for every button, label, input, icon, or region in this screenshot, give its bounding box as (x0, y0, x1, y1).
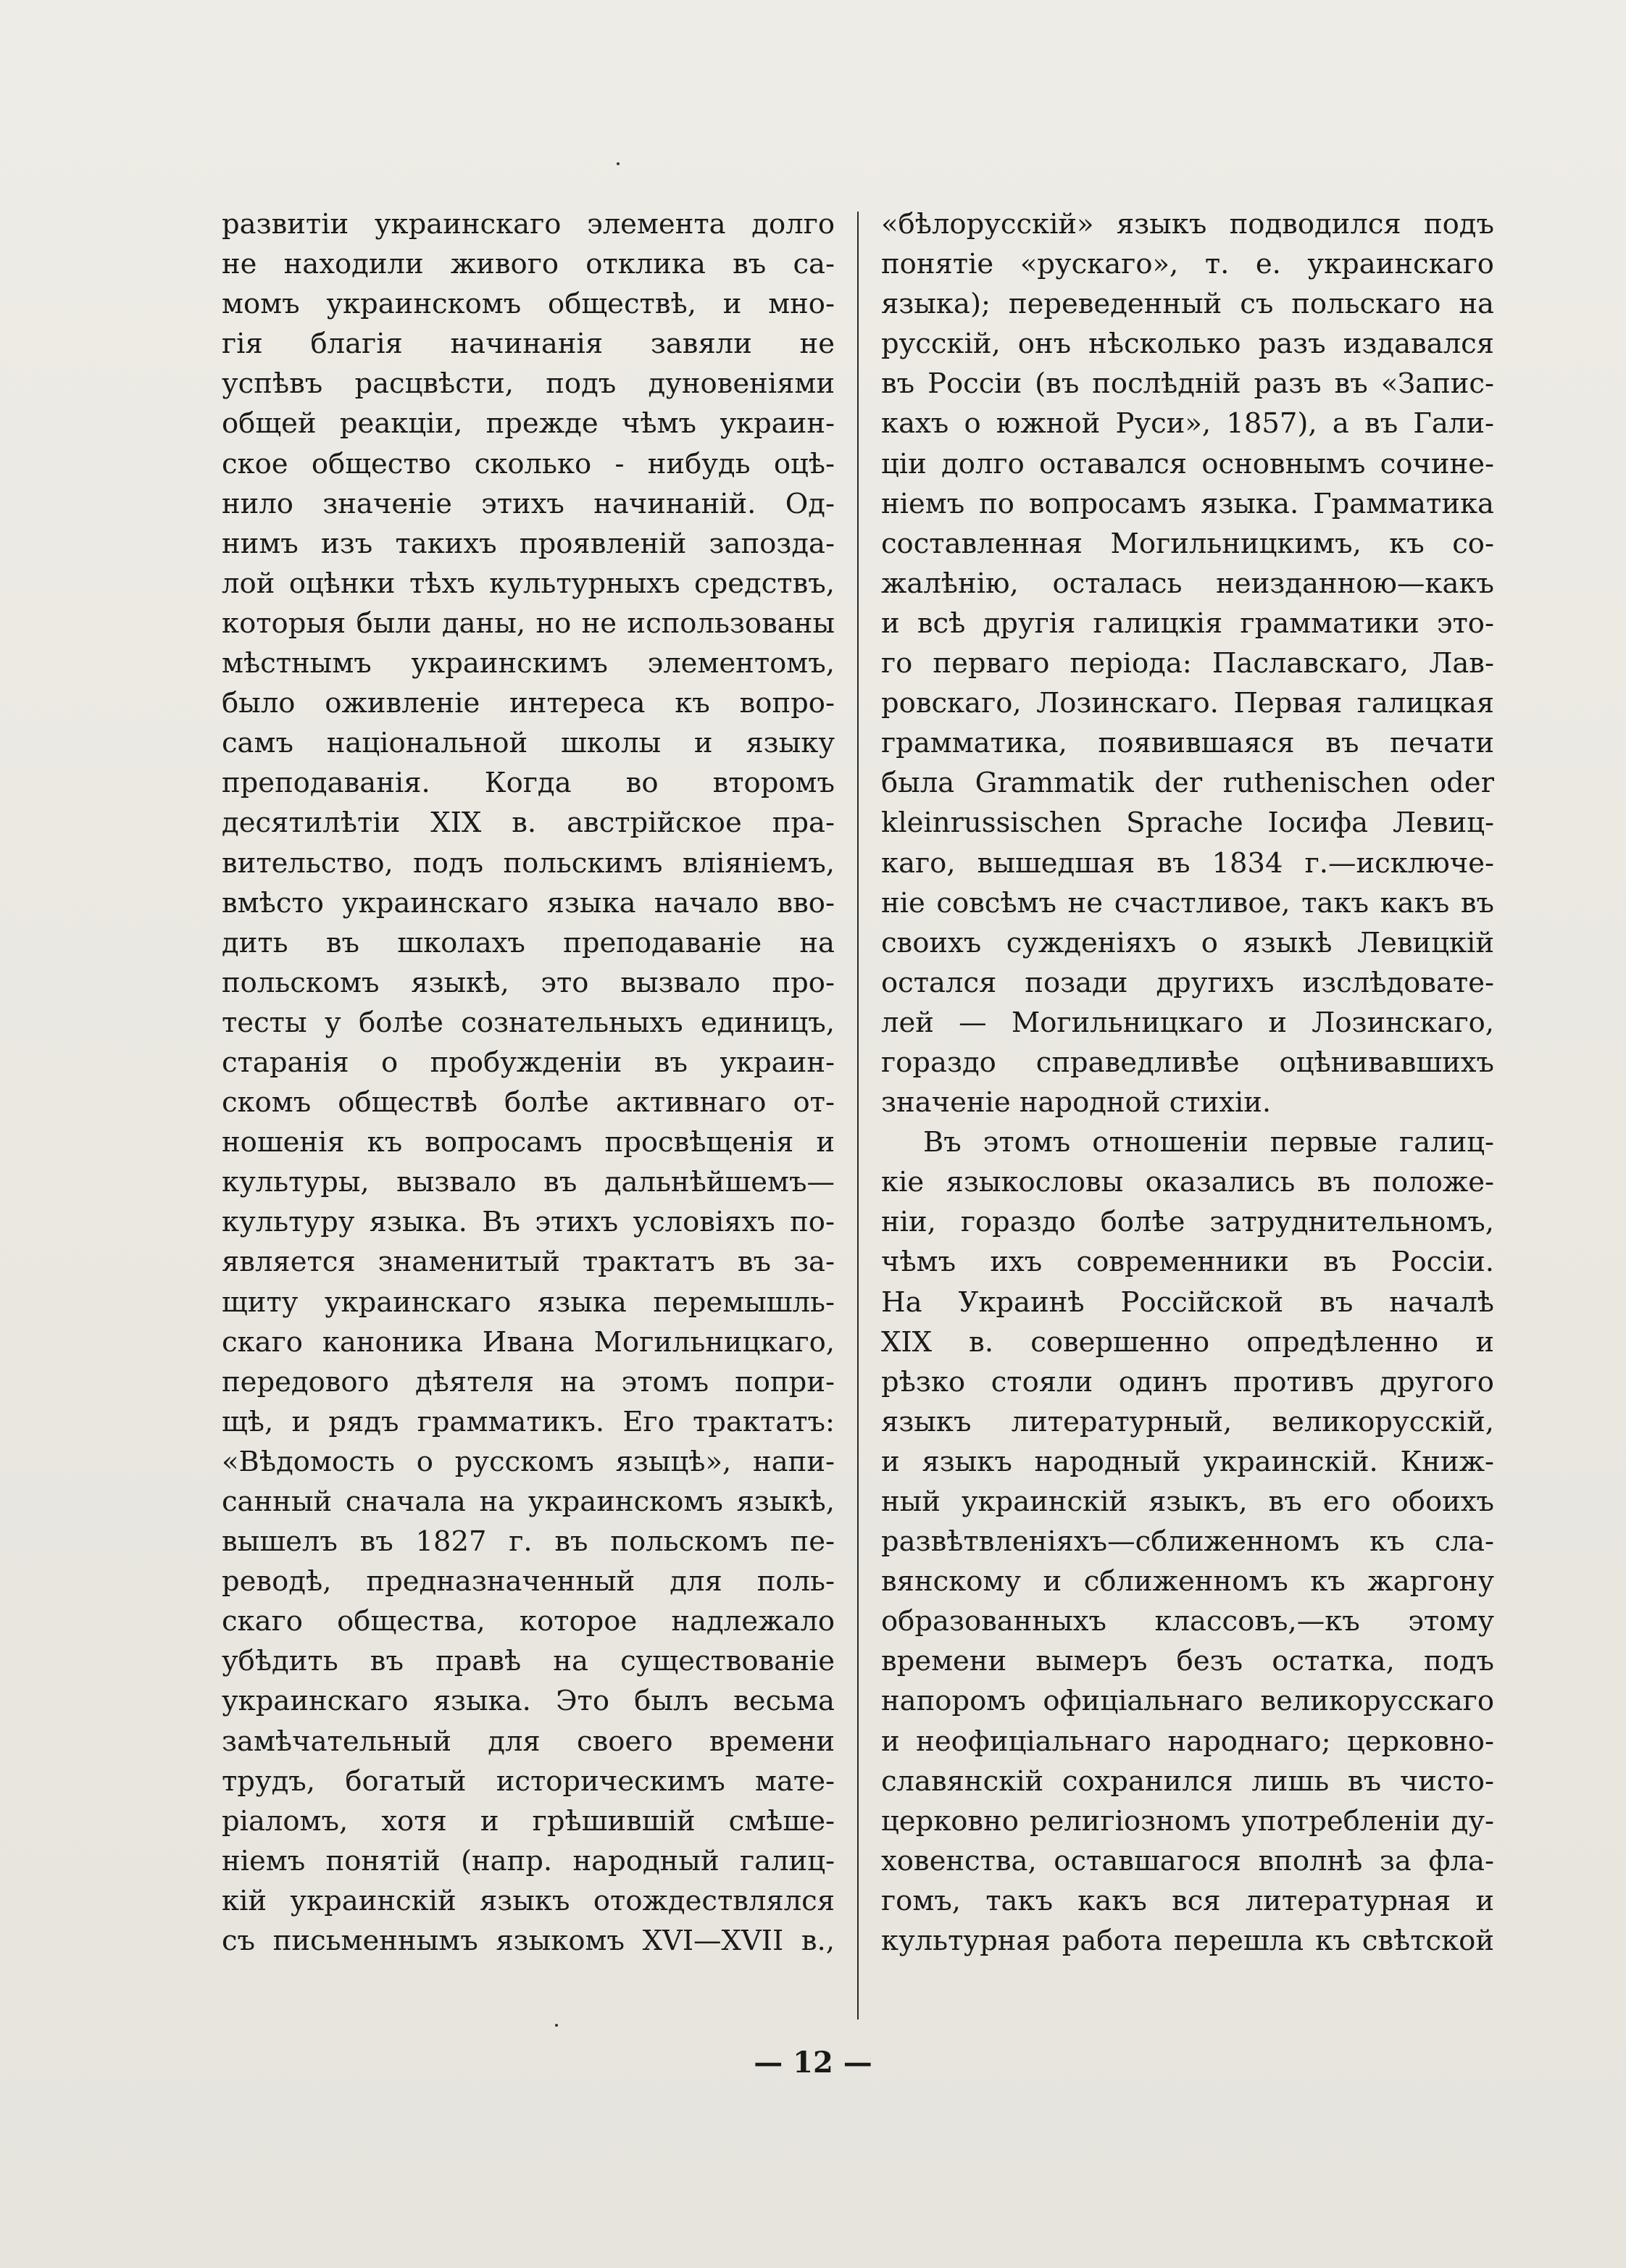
text-line: санный сначала на украинскомъ языкѣ, (222, 1485, 835, 1518)
text-line: кіе языкословы оказались въ положе- (881, 1166, 1494, 1199)
text-line: преподаванія. Когда во второмъ (222, 767, 835, 800)
text-line: щѣ, и рядъ грамматикъ. Его трактатъ: (222, 1405, 835, 1438)
text-line: ровскаго, Лозинскаго. Первая галицкая (881, 687, 1494, 720)
text-line: скаго каноника Ивана Могильницкаго, (222, 1325, 835, 1359)
text-line: мѣстнымъ украинскимъ элементомъ, (222, 647, 835, 680)
text-line: десятилѣтіи XIX в. австрійское пра- (222, 806, 835, 840)
text-line: и языкъ народный украинскій. Книж- (881, 1445, 1494, 1478)
text-line: ніемъ понятій (напр. народный галиц- (222, 1844, 835, 1877)
text-line: kleinrussischen Sprache Іосифа Левиц- (881, 806, 1494, 840)
text-line: гія благія начинанія завяли не (222, 328, 835, 361)
text-line: убѣдить въ правѣ на существованіе (222, 1645, 835, 1678)
text-line: не находили живого отклика въ са- (222, 248, 835, 281)
text-line: ховенства, оставшагося вполнѣ за фла- (881, 1844, 1494, 1877)
text-line: съ письменнымъ языкомъ XVI—XVII в., (222, 1925, 835, 1958)
text-line: ское общество сколько - нибудь оцѣ- (222, 447, 835, 480)
text-line: щиту украинскаго языка перемышль- (222, 1285, 835, 1319)
text-line: польскомъ языкѣ, это вызвало про- (222, 966, 835, 999)
text-line: трудъ, богатый историческимъ мате- (222, 1764, 835, 1798)
text-line: языка); переведенный съ польскаго на (881, 288, 1494, 321)
print-speck (617, 162, 620, 165)
text-line: была Grammatik der ruthenischen oder (881, 767, 1494, 800)
text-line: лей — Могильницкаго и Лозинскаго, (881, 1006, 1494, 1039)
text-line: «Вѣдомость о русскомъ языцѣ», напи- (222, 1445, 835, 1478)
text-line: ный украинскій языкъ, въ его обоихъ (881, 1485, 1494, 1518)
text-line: передового дѣятеля на этомъ попри- (222, 1365, 835, 1398)
text-line: гораздо справедливѣе оцѣнивавшихъ (881, 1046, 1494, 1079)
text-line: XIX в. совершенно опредѣленно и (881, 1325, 1494, 1359)
print-speck (555, 2024, 558, 2027)
text-line: кахъ о южной Руси», 1857), а въ Гали- (881, 407, 1494, 441)
text-line: чѣмъ ихъ современники въ Россіи. (881, 1246, 1494, 1279)
page-number: — 12 — (754, 2046, 872, 2080)
text-line: го перваго періода: Паславскаго, Лав- (881, 647, 1494, 680)
right-text-column (881, 204, 1494, 1961)
text-line: каго, вышедшая въ 1834 г.—исключе- (881, 846, 1494, 880)
text-line: ніи, гораздо болѣе затруднительномъ, (881, 1206, 1494, 1239)
text-line: скомъ обществѣ болѣе активнаго от- (222, 1086, 835, 1120)
text-line: Въ этомъ отношеніи первые галиц- (923, 1126, 1494, 1159)
text-line: значеніе народной стихіи. (881, 1086, 1272, 1120)
left-text-column (222, 204, 835, 1961)
text-line: реводѣ, предназначенный для поль- (222, 1565, 835, 1598)
text-line: развѣтвленіяхъ—сближенномъ къ сла- (881, 1525, 1494, 1559)
text-line: украинскаго языка. Это былъ весьма (222, 1685, 835, 1718)
text-line: ношенія къ вопросамъ просвѣщенія и (222, 1126, 835, 1159)
text-line: церковно религіозномъ употребленіи ду- (881, 1804, 1494, 1838)
text-line: своихъ сужденіяхъ о языкѣ Левицкій (881, 926, 1494, 959)
text-line: лой оцѣнки тѣхъ культурныхъ средствъ, (222, 567, 835, 600)
text-line: которыя были даны, но не использованы (222, 606, 835, 640)
text-line: культурная работа перешла къ свѣтской (881, 1925, 1494, 1958)
text-line: было оживленіе интереса къ вопро- (222, 687, 835, 720)
text-line: вянскому и сближенномъ къ жаргону (881, 1565, 1494, 1598)
text-line: славянскій сохранился лишь въ чисто- (881, 1764, 1494, 1798)
text-line: вышелъ въ 1827 г. въ польскомъ пе- (222, 1525, 835, 1559)
text-line: напоромъ офиціальнаго великорусскаго (881, 1685, 1494, 1718)
text-line: нимъ изъ такихъ проявленій запозда- (222, 527, 835, 560)
text-line: вительство, подъ польскимъ вліяніемъ, (222, 846, 835, 880)
text-line: старанія о пробужденіи въ украин- (222, 1046, 835, 1079)
text-line: и всѣ другія галицкія грамматики это- (881, 606, 1494, 640)
text-line: общей реакціи, прежде чѣмъ украин- (222, 407, 835, 441)
text-line: дить въ школахъ преподаваніе на (222, 926, 835, 959)
text-line: понятіе «рускаго», т. е. украинскаго (881, 248, 1494, 281)
text-line: момъ украинскомъ обществѣ, и мно- (222, 288, 835, 321)
text-line: нило значеніе этихъ начинаній. Од- (222, 487, 835, 520)
text-line: На Украинѣ Россійской въ началѣ (881, 1285, 1494, 1319)
text-line: самъ національной школы и языку (222, 727, 835, 760)
text-line: вмѣсто украинскаго языка начало вво- (222, 886, 835, 920)
text-line: языкъ литературный, великорусскій, (881, 1405, 1494, 1438)
text-line: грамматика, появившаяся въ печати (881, 727, 1494, 760)
text-line: русскій, онъ нѣсколько разъ издавался (881, 328, 1494, 361)
text-line: ніемъ по вопросамъ языка. Грамматика (881, 487, 1494, 520)
text-line: жалѣнію, осталась неизданною—какъ (881, 567, 1494, 600)
column-divider (857, 212, 859, 2019)
text-line: ціи долго оставался основнымъ сочине- (881, 447, 1494, 480)
text-line: скаго общества, которое надлежало (222, 1605, 835, 1638)
text-line: времени вымеръ безъ остатка, подъ (881, 1645, 1494, 1678)
text-line: ніе совсѣмъ не счастливое, такъ какъ въ (881, 886, 1494, 920)
text-line: замѣчательный для своего времени (222, 1725, 835, 1758)
text-line: ріаломъ, хотя и грѣшившій смѣше- (222, 1804, 835, 1838)
text-line: въ Россіи (въ послѣдній разъ въ «Запис- (881, 367, 1494, 401)
text-line: развитіи украинскаго элемента долго (222, 208, 835, 241)
text-line: тесты у болѣе сознательныхъ единицъ, (222, 1006, 835, 1039)
text-line: является знаменитый трактатъ въ за- (222, 1246, 835, 1279)
text-line: культуру языка. Въ этихъ условіяхъ по- (222, 1206, 835, 1239)
text-line: успѣвъ расцвѣсти, подъ дуновеніями (222, 367, 835, 401)
text-line: составленная Могильницкимъ, къ со- (881, 527, 1494, 560)
text-line: рѣзко стояли одинъ противъ другого (881, 1365, 1494, 1398)
text-line: «бѣлорусскій» языкъ подводился подъ (881, 208, 1494, 241)
text-line: культуры, вызвало въ дальнѣйшемъ— (222, 1166, 835, 1199)
text-line: образованныхъ классовъ,—къ этому (881, 1605, 1494, 1638)
text-line: гомъ, такъ какъ вся литературная и (881, 1884, 1494, 1917)
text-line: остался позади другихъ изслѣдовате- (881, 966, 1494, 999)
text-line: кій украинскій языкъ отождествлялся (222, 1884, 835, 1917)
text-line: и неофиціальнаго народнаго; церковно- (881, 1725, 1494, 1758)
